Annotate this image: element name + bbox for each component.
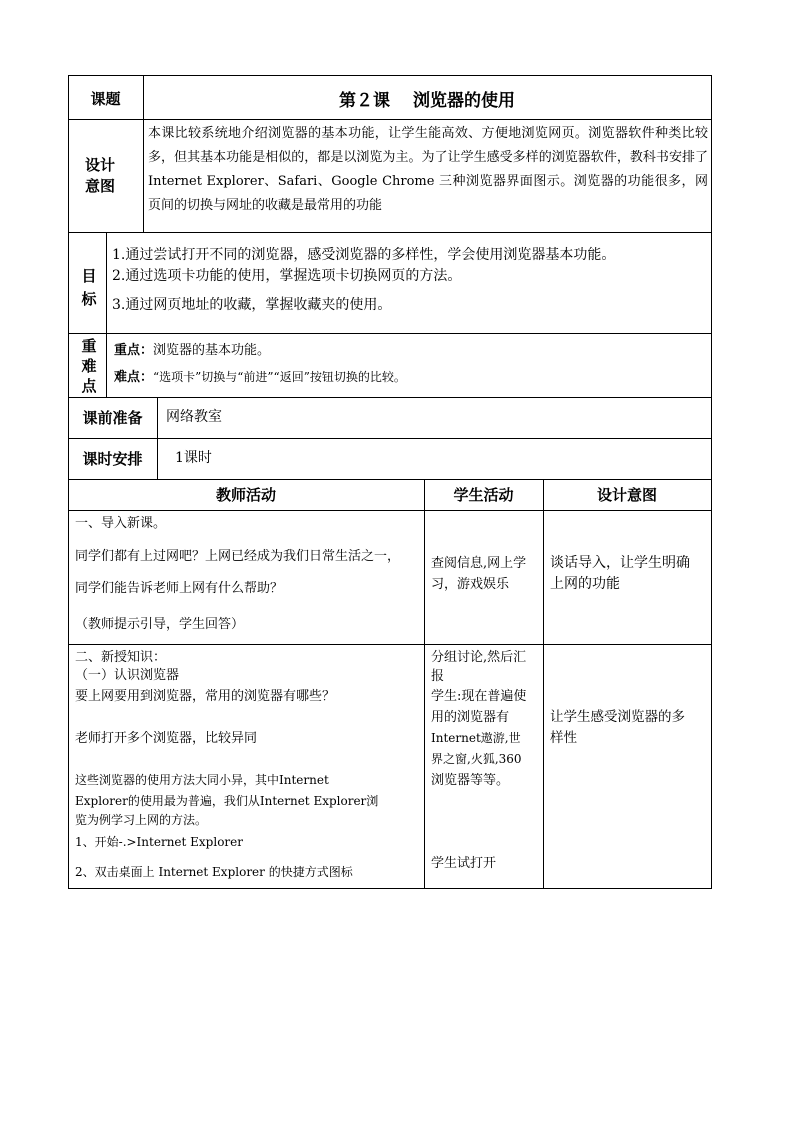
teacher-line: 同学们能告诉老师上网有什么帮助？ [75, 581, 284, 596]
schedule-label: 课时安排 [82, 450, 143, 468]
intent-line: 让学生感受浏览器的多 [550, 709, 685, 725]
table-rule [157, 397, 158, 479]
table-rule [68, 644, 712, 645]
intent-line: 谈话导入，让学生明确 [550, 555, 690, 571]
student-line: 浏览器等等。 [431, 773, 510, 788]
table-border-left [68, 75, 69, 888]
student-line: 界之窗,火狐,360 [431, 752, 522, 766]
teacher-line: （一）认识浏览器 [75, 668, 180, 683]
preparation-label: 课前准备 [82, 409, 143, 427]
design-text: 本课比较系统地介绍浏览器的基本功能，让学生能高效、方便地浏览网页。浏览器软件种类比较多，但其基本功能是相似的，都是以浏览为主。为了让学生感受多样的浏览器软件，教科书安排了 Internet Explorer、Safari、Google Chrome 三种浏览器界面图示。浏览器的功能很多，网页间的切换与网址的收藏是最常用的功能 [148, 126, 708, 213]
table-rule [68, 479, 712, 480]
table-rule [106, 232, 107, 397]
student-line: 习，游戏娱乐 [431, 577, 510, 592]
goal-item: 2.通过选项卡功能的使用，掌握选项卡切换网页的方法。 [112, 268, 462, 284]
table-rule [68, 333, 712, 334]
student-line: 学生试打开 [431, 856, 497, 871]
header-design-intent: 设计意图 [596, 486, 657, 504]
teacher-line: 老师打开多个浏览器，比较异同 [75, 731, 258, 746]
header-teacher-activity: 教师活动 [215, 486, 276, 504]
header-student-activity: 学生活动 [453, 486, 514, 504]
table-border-right [711, 75, 712, 888]
teacher-line: 要上网要用到浏览器，常用的浏览器有哪些？ [75, 689, 336, 704]
table-rule [68, 438, 712, 439]
student-line: 报 [431, 669, 445, 684]
table-border-bottom [68, 888, 712, 889]
hard-point [114, 367, 406, 388]
student-line: 学生:现在普遍使 [431, 689, 527, 704]
key-point [114, 340, 270, 361]
student-line: 用的浏览器有 [431, 710, 510, 725]
teacher-line: 同学们都有上过网吧？上网已经成为我们日常生活之一， [75, 549, 401, 564]
goal-item: 1.通过尝试打开不同的浏览器，感受浏览器的多样性，学会使用浏览器基本功能。 [112, 247, 616, 263]
teacher-line: 览为例学习上网的方法。 [75, 813, 208, 827]
table-border-top [68, 75, 712, 76]
teacher-line: 1、开始-.>Internet Explorer [75, 835, 244, 849]
key-point-label: 重点： [114, 343, 154, 358]
teacher-line: 这些浏览器的使用方法大同小异，其中Internet [75, 773, 329, 787]
teacher-line: Explorer的使用最为普遍，我们从Internet Explorer浏 [75, 794, 379, 808]
design-label: 设计意图 [84, 156, 115, 195]
table-rule [68, 232, 712, 233]
student-line: Internet遨游,世 [431, 731, 521, 745]
preparation-value: 网络教室 [166, 409, 222, 425]
schedule-value: 1课时 [175, 450, 212, 466]
table-rule [543, 479, 544, 888]
table-rule [424, 479, 425, 888]
teacher-line: 一、导入新课。 [75, 516, 167, 531]
page-title: 第２课 浏览器的使用 [339, 91, 515, 111]
student-line: 查阅信息,网上学 [431, 556, 527, 571]
table-rule [68, 510, 712, 511]
goals-label: 目标 [81, 267, 97, 308]
topic-label: 课题 [90, 90, 121, 108]
student-line: 分组讨论,然后汇 [431, 650, 527, 665]
key-points-label: 重难点 [81, 337, 97, 395]
hard-point-label: 难点： [114, 370, 154, 385]
teacher-line: 二、新授知识： [75, 650, 167, 665]
table-rule [68, 397, 712, 398]
teacher-line: （教师提示引导，学生回答） [75, 617, 245, 632]
hard-point-text: “选项卡”切换与“前进”“返回”按钮切换的比较。 [153, 370, 406, 384]
intent-line: 上网的功能 [550, 576, 620, 592]
teacher-line: 2、双击桌面上 Internet Explorer 的快捷方式图标 [75, 865, 353, 879]
key-point-text: 浏览器的基本功能。 [153, 343, 271, 358]
goal-item: 3.通过网页地址的收藏，掌握收藏夹的使用。 [112, 297, 392, 313]
table-rule [68, 119, 712, 120]
intent-line: 样性 [550, 730, 577, 746]
